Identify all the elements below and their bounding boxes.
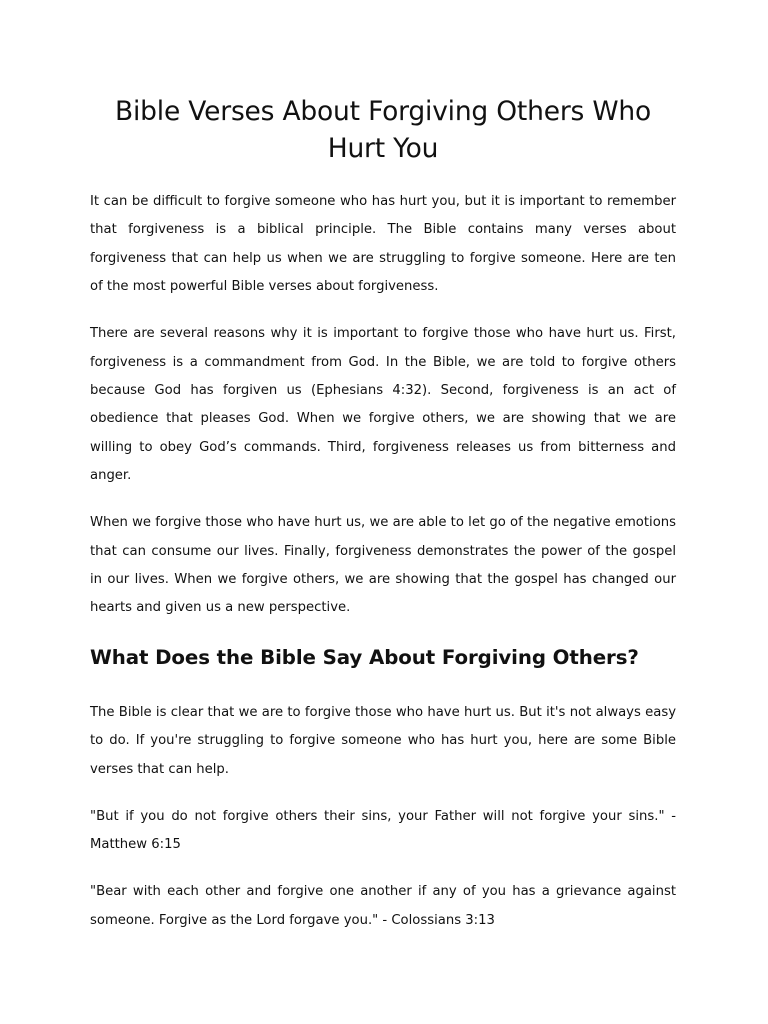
intro-paragraph: It can be difficult to forgive someone who has hurt you, but it is important to remember that forgiveness is a biblical principle. The Bible contains many verses about forgiveness that can help us when we are struggling to forgive someone. Here are ten of the most powerful Bible verses about forgiveness. [90, 194, 676, 295]
reasons-paragraph: There are several reasons why it is important to forgive those who have hurt us. First, forgiveness is a commandment from God. In the Bible, we are told to forgive others because God has forgiven us (Ephesians 4:32). Second, forgiveness is an act of obedience that pleases God. When we forgive others, we are showing that we are willing to obey God’s commands. Third, forgiveness releases us from bitterness and anger. [90, 326, 676, 484]
document-page [90, 93, 676, 935]
section-heading: What Does the Bible Say About Forgiving Others? [90, 645, 639, 669]
section-intro-paragraph: The Bible is clear that we are to forgive those who have hurt us. But it's not always easy to do. If you're struggling to forgive someone who has hurt you, here are some Bible verses that can help. [90, 704, 676, 777]
verse-colossians: "Bear with each other and forgive one another if any of you has a grievance against someone. Forgive as the Lord forgave you." - Colossians 3:13 [90, 884, 676, 928]
benefits-paragraph: When we forgive those who have hurt us, we are able to let go of the negative emotions that can consume our lives. Finally, forgiveness demonstrates the power of the gospel in our lives. When we forgive others, we are showing that the gospel has changed our hearts and given us a new perspective. [90, 515, 676, 616]
verse-matthew: "But if you do not forgive others their sins, your Father will not forgive your sins." - Matthew 6:15 [90, 808, 676, 853]
document-title: Bible Verses About Forgiving Others Who Hurt You [115, 96, 651, 164]
